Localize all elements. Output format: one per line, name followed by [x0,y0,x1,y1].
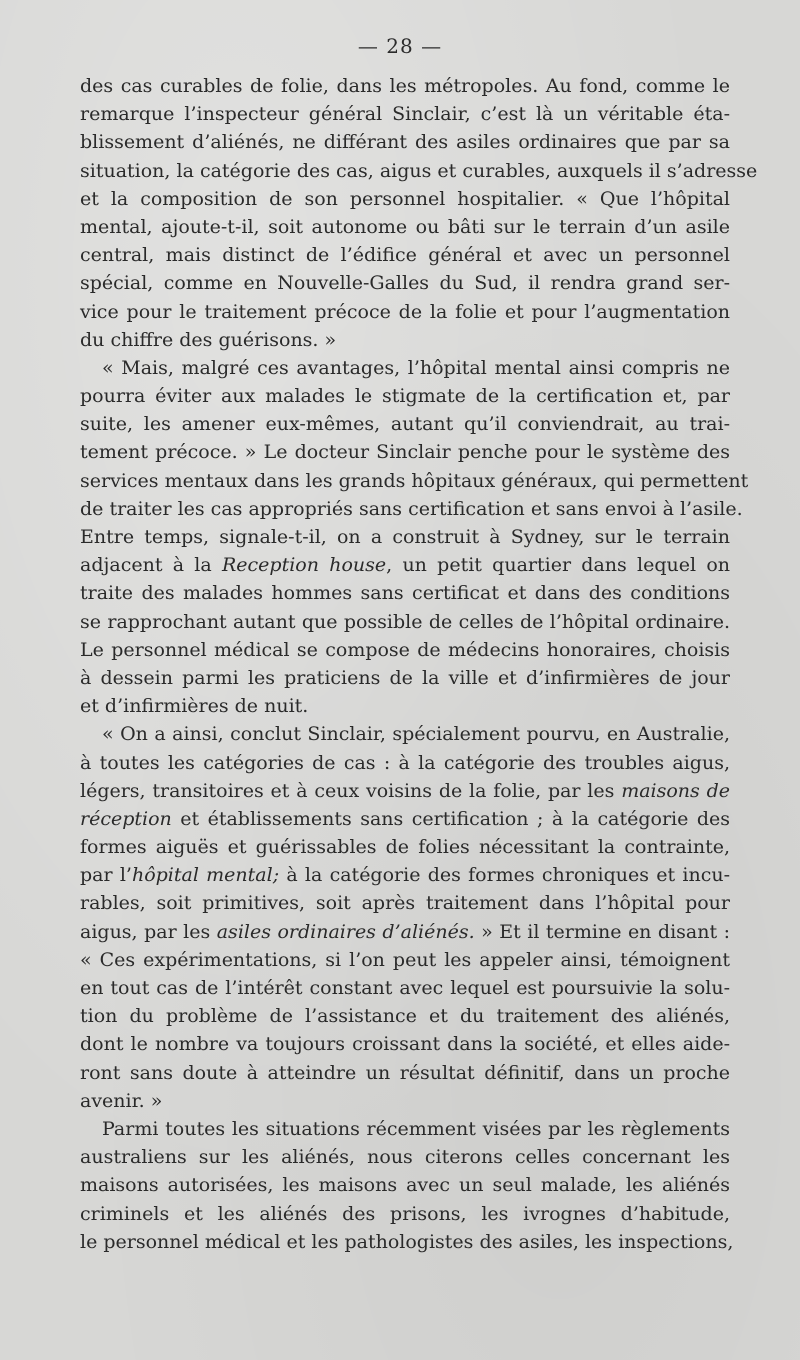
text-line [80,241,730,269]
text-segment: des cas curables de folie, dans les métropoles. Au fond, comme le [80,75,730,97]
text-line [80,551,730,579]
text-segment: en tout cas de l’intérêt constant avec lequel est poursuivie la solu- [80,977,730,999]
text-segment: vice pour le traitement précoce de la folie et pour l’augmentation [80,300,730,323]
text-line [80,1002,730,1030]
text-segment: dont le nombre va toujours croissant dans la société, et elles aide- [80,1033,730,1056]
text-segment: Le personnel médical se compose de médecins honoraires, choisis [80,638,730,661]
text-segment: spécial, comme en Nouvelle-Galles du Sud, il rendra grand ser- [80,272,730,295]
text-segment: se rapprochant autant que possible de celles de l’hôpital ordinaire. [80,610,730,633]
text-segment: formes aiguës et guérissables de folies nécessitant la contrainte, [80,836,730,859]
text-segment: du chiffre des guérisons. » [80,328,337,351]
text-segment: mental, ajoute-t-il, soit autonome ou bâti sur le terrain d’un asile [80,215,730,238]
body-text [80,72,758,1256]
text-segment: maisons autorisées, les maisons avec un seul malade, les aliénés [80,1174,730,1197]
text-line [80,354,730,382]
text-segment: pourra éviter aux malades le stigmate de la certification et, par [80,385,730,408]
text-line [80,410,730,438]
text-segment: « On a ainsi, conclut Sinclair, spécialement pourvu, en Australie, [102,723,730,746]
text-line [80,861,730,889]
text-line [80,749,730,777]
text-segment: blissement d’aliénés, ne différant des asiles ordinaires que par sa [80,131,730,154]
text-line [80,1171,730,1199]
text-segment: à la catégorie des formes chroniques et incu- [279,864,731,887]
text-segment: légers, transitoires et à ceux voisins de la folie, par les [80,779,622,802]
text-line [80,1200,730,1228]
text-line [80,438,730,466]
page-number: — 28 — [357,34,443,58]
text-segment: Entre temps, signale-t-il, on a construit à Sydney, sur le terrain [80,526,730,548]
text-line [80,1228,734,1256]
text-segment: remarque l’inspecteur général Sinclair, c’est là un véritable éta- [80,103,730,126]
text-segment: « Mais, malgré ces avantages, l’hôpital mental ainsi compris ne [102,356,730,379]
text-line [80,720,730,748]
text-segment: central, mais distinct de l’édifice général et avec un personnel [80,244,730,267]
italic-text: Reception house [221,554,387,577]
text-segment: et établissements sans certification ; à la catégorie des [171,807,730,830]
text-line [80,467,749,495]
text-line [80,298,730,326]
text-line [80,918,730,946]
text-segment: le personnel médical et les pathologistes des asiles, les inspections, [80,1230,734,1253]
text-segment: « Ces expérimentations, si l’on peut les appeler ainsi, témoignent [80,948,730,971]
italic-text: maisons de [621,779,730,802]
text-line [80,664,730,692]
text-line [80,72,730,100]
text-line [80,213,730,241]
text-line [80,805,730,833]
text-line [80,777,730,805]
text-line [80,1087,730,1115]
text-segment: adjacent à la [80,554,222,577]
text-segment: ront sans doute à atteindre un résultat définitif, dans un proche [80,1061,730,1084]
text-segment: » Et il termine en disant : [474,920,731,943]
text-line [80,1030,730,1058]
text-segment: criminels et les aliénés des prisons, les ivrognes d’habitude, [80,1202,730,1225]
text-line [80,100,730,128]
text-line [80,833,730,861]
text-line [80,692,730,720]
text-segment: suite, les amener eux-mêmes, autant qu’il conviendrait, au trai- [80,413,730,436]
text-line [80,974,730,1002]
italic-text: asiles ordinaires d’aliénés. [216,920,475,943]
text-line [80,946,730,974]
text-line [80,1115,730,1143]
italic-text: réception [80,807,172,830]
text-segment: rables, soit primitives, soit après traitement dans l’hôpital pour [80,892,730,915]
text-segment: avenir. » [80,1089,163,1112]
text-segment: et d’infirmières de nuit. [80,695,309,718]
text-segment: australiens sur les aliénés, nous citerons celles concernant les [80,1146,730,1169]
text-line [80,269,730,297]
text-segment: et la composition de son personnel hospitalier. « Que l’hôpital [80,187,730,210]
text-line [80,889,730,917]
text-line [80,1143,730,1171]
text-line [80,579,730,607]
text-line [80,608,730,636]
text-line [80,495,743,523]
text-segment: par l’ [80,864,132,887]
text-line [80,326,730,354]
text-segment: services mentaux dans les grands hôpitaux généraux, qui permettent [80,469,749,492]
text-segment: , un petit quartier dans lequel on [386,554,730,577]
text-line [80,523,730,551]
text-segment: à toutes les catégories de cas : à la catégorie des troubles aigus, [80,751,730,774]
text-segment: Parmi toutes les situations récemment visées par les règlements [102,1117,730,1140]
text-line [80,185,730,213]
text-segment: traite des malades hommes sans certificat et dans des conditions [80,582,730,605]
text-line [80,636,730,664]
text-line [80,382,730,410]
text-segment: de traiter les cas appropriés sans certification et sans envoi à l’asile. [80,497,743,520]
text-segment: à dessein parmi les praticiens de la ville et d’infirmières de jour [80,666,730,689]
text-segment: tement précoce. » Le docteur Sinclair penche pour le système des [80,441,730,464]
text-segment: situation, la catégorie des cas, aigus et curables, auxquels il s’adresse [80,159,758,182]
text-line [80,128,730,156]
text-segment: tion du problème de l’assistance et du traitement des aliénés, [80,1005,730,1028]
text-segment: aigus, par les [80,920,217,943]
text-line [80,1059,730,1087]
text-line [80,157,758,185]
italic-text: hôpital mental; [131,864,280,887]
